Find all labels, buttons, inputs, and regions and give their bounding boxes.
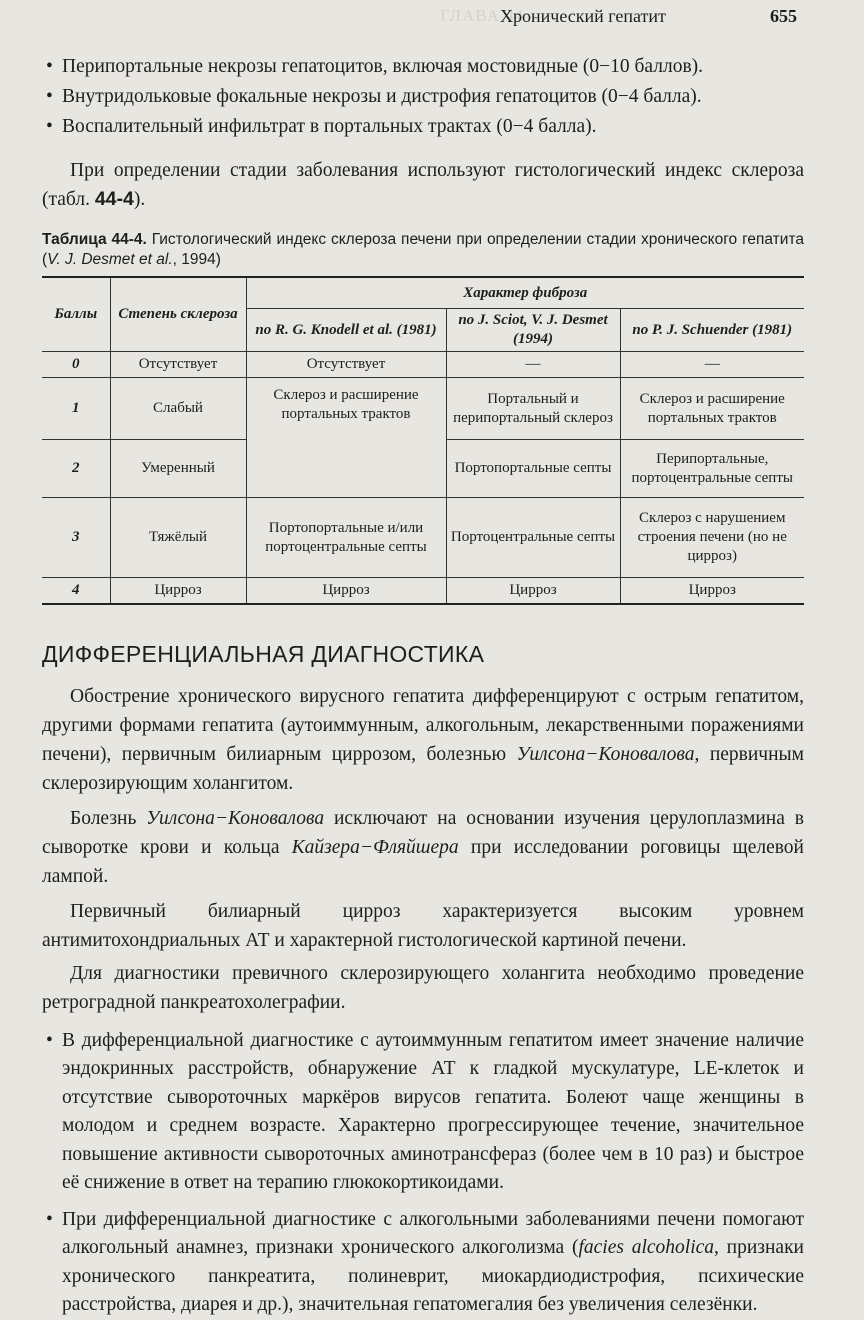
header-stage: Степень склероза	[110, 277, 246, 352]
table-reference: 44-4	[94, 188, 134, 210]
list-item: • В дифференциальной диагностике с аутоиммунным гепатитом имеет значение наличие эндокринных расстройств, обнаружение АТ к гладкой мускулатуре, LE-клеток и отсутствие сывороточных маркёров вирусов гепатита. Болеют чаще женщины в молодом и среднем возрасте. Характерно прогрессирующее течение, значительное повышение активности сывороточных аминотрансфераз (более чем в 10 раз) и быстрое её снижение в ответ на терапию глюкокортикоидами.	[42, 1027, 804, 1198]
cell-stage: Цирроз	[110, 578, 246, 604]
p1-text-b: , первичным склерозирующим холангитом.	[42, 743, 804, 794]
paragraph-psc: Для диагностики превичного склерозирующего холангита необходимо проведение ретроградной панкреатохолеграфии.	[42, 962, 804, 1013]
b2-text-b: , признаки хронического панкреатита, полиневрит, миокардиодистрофия, психические расстройства, диарея и др.), значительная гепатомегалия без увеличения селезёнки.	[62, 1237, 804, 1315]
table-caption-year: , 1994)	[172, 251, 221, 268]
cell-sciot: —	[446, 352, 620, 378]
list-item: • Воспалительный инфильтрат в портальных трактах (0−4 балла).	[42, 112, 804, 142]
cell-sciot: Цирроз	[446, 578, 620, 604]
table-caption	[42, 230, 804, 270]
stage-paragraph	[42, 156, 804, 214]
cell-knodell: Цирроз	[246, 578, 446, 604]
b2-text-a: При дифференциальной диагностике с алкогольными заболеваниями печени помогают алкогольный анамнез, признаки хронического алкоголизма (	[62, 1208, 804, 1258]
table-caption-source: V. J. Desmet et al.	[47, 251, 173, 268]
bleed-through-text: ГЛАВА 44	[440, 6, 525, 25]
section-heading: ДИФФЕРЕНЦИАЛЬНАЯ ДИАГНОСТИКА	[42, 640, 485, 667]
cell-stage: Отсутствует	[110, 352, 246, 378]
header-sciot: по J. Sciot, V. J. Desmet (1994)	[446, 309, 620, 352]
table-row	[42, 578, 804, 604]
paragraph-wilson	[42, 804, 804, 891]
cell-score: 0	[42, 352, 110, 378]
stage-text: При определении стадии заболевания используют гистологический индекс склероза (табл.	[42, 160, 804, 210]
page-number: 655	[770, 6, 797, 26]
cell-schuender: Цирроз	[620, 578, 804, 604]
cell-knodell: Отсутствует	[246, 352, 446, 378]
main-content	[42, 52, 804, 1320]
table-row	[42, 352, 804, 378]
cell-stage: Тяжёлый	[110, 498, 246, 578]
header-knodell: по R. G. Knodell et al. (1981)	[246, 309, 446, 352]
p2-term-1: Уилсона−Коновалова	[146, 807, 325, 829]
p2-text-a: Болезнь	[70, 807, 147, 829]
cell-score: 4	[42, 578, 110, 604]
table-caption-text: Гистологический индекс склероза печени при определении стадии хронического гепатита (	[42, 231, 804, 268]
cell-stage: Умеренный	[110, 440, 246, 498]
cell-schuender: —	[620, 352, 804, 378]
stage-text-end: ).	[133, 189, 146, 210]
p1-text-a: Обострение хронического вирусного гепатита дифференцируют с острым гепатитом, другими формами гепатита (аутоиммунным, алкогольным, лекарственными поражениями печени), первичным билиарным циррозом, болезнью	[42, 685, 804, 765]
header-score: Баллы	[42, 277, 110, 352]
cell-knodell: Склероз и расширение портальных трактов	[246, 378, 446, 498]
sclerosis-index-table	[42, 276, 804, 605]
cell-score: 1	[42, 378, 110, 440]
paragraph-pbc: Первичный билиарный цирроз характеризуется высоким уровнем антимитохондриальных АТ и характерной гистологической картиной печени.	[42, 900, 804, 951]
list-item: • Перипортальные некрозы гепатоцитов, включая мостовидные (0−10 баллов).	[42, 52, 804, 82]
p2-term-2: Кайзера−Фляйшера	[291, 836, 459, 858]
header-fibrosis: Характер фиброза	[246, 277, 804, 309]
cell-sciot: Портоцентральные септы	[446, 498, 620, 578]
index-components-list	[42, 52, 804, 142]
table-caption-label: Таблица 44-4.	[42, 231, 147, 248]
header-schuender: по P. J. Schuender (1981)	[620, 309, 804, 352]
chapter-title: Хронический гепатит	[500, 6, 666, 26]
cell-schuender: Склероз и расширение портальных трактов	[620, 378, 804, 440]
table-row	[42, 378, 804, 440]
table-row	[42, 498, 804, 578]
cell-schuender: Склероз с нарушением строения печени (но не цирроз)	[620, 498, 804, 578]
list-item	[42, 1206, 804, 1320]
list-item: • Внутридольковые фокальные некрозы и дистрофия гепатоцитов (0−4 балла).	[42, 82, 804, 112]
cell-score: 2	[42, 440, 110, 498]
p2-text-c: при исследовании роговицы щелевой лампой.	[42, 836, 804, 887]
p2-text-b: исключают на основании изучения церулоплазмина в сыворотке крови и кольца	[42, 807, 804, 858]
cell-score: 3	[42, 498, 110, 578]
cell-stage: Слабый	[110, 378, 246, 440]
b2-term: facies alcoholica	[578, 1237, 715, 1258]
cell-sciot: Портопортальные септы	[446, 440, 620, 498]
running-head	[0, 6, 864, 28]
paragraph-exacerbation	[42, 682, 804, 798]
cell-sciot: Портальный и перипортальный склероз	[446, 378, 620, 440]
cell-knodell: Портопортальные и/или портоцентральные септы	[246, 498, 446, 578]
cell-schuender: Перипортальные, портоцентральные септы	[620, 440, 804, 498]
differential-list	[42, 1027, 804, 1320]
p1-term: Уилсона−Коновалова	[516, 743, 695, 765]
